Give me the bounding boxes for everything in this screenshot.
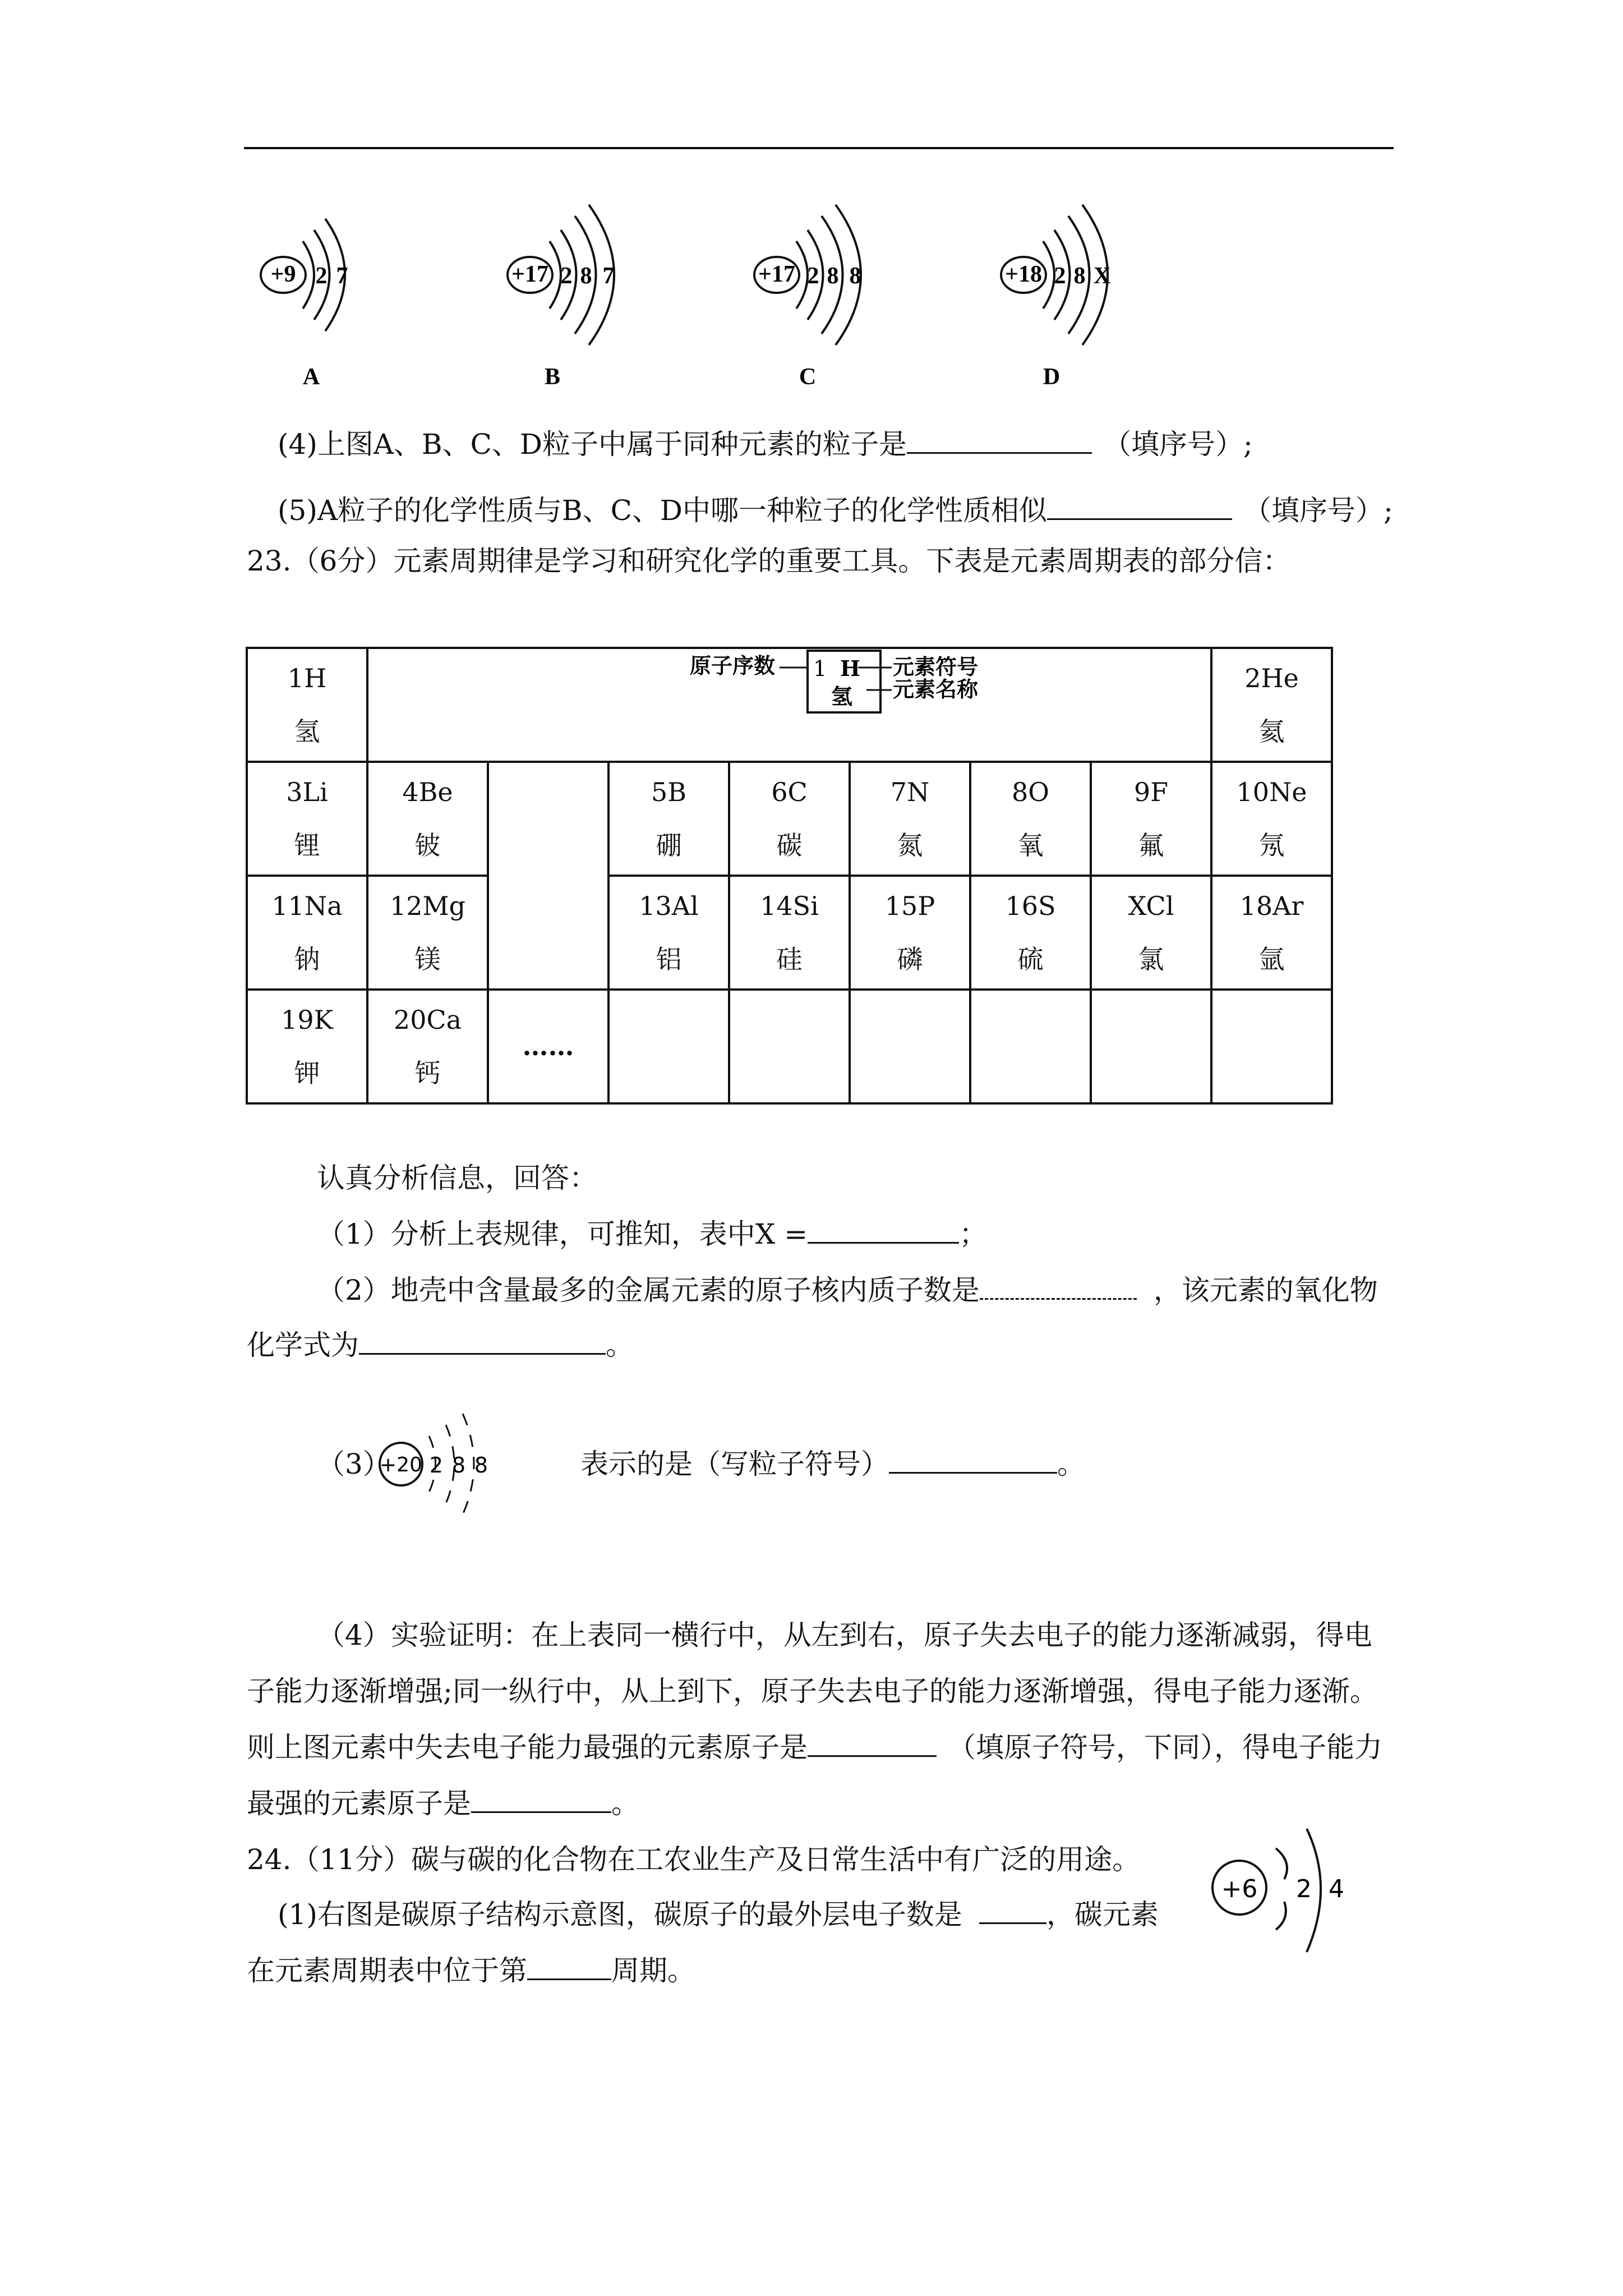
element-name: 硅 — [776, 944, 803, 974]
element-cell-h — [247, 648, 367, 762]
element-cell — [367, 762, 488, 876]
atom-diagram-c — [754, 205, 861, 390]
element-name: 碳 — [776, 830, 803, 861]
empty-cell — [1091, 990, 1211, 1103]
element-name: 铝 — [656, 944, 682, 974]
atom-b-nucleus: +17 — [511, 261, 548, 287]
q23-part2-suffix: ，该元素的氧化物 — [1153, 1274, 1378, 1306]
element-symbol: 8O — [1012, 776, 1049, 807]
element-cell — [1211, 876, 1332, 990]
element-name: 氧 — [1017, 830, 1044, 861]
atom-a-nucleus: +9 — [270, 261, 296, 287]
q22-part5-answer-blank[interactable] — [1047, 494, 1232, 520]
q24-title: 24.（11分）碳与碳的化合物在工农业生产及日常生活中有广泛的用途。 — [247, 1843, 1141, 1876]
element-symbol: 20Ca — [393, 1004, 462, 1035]
element-cell — [367, 990, 488, 1103]
q22-part4-text: (4)上图A、B、C、D粒子中属于同种元素的粒子是 — [278, 428, 907, 461]
element-name: 硫 — [1017, 944, 1044, 974]
q23-part4-line2: 子能力逐渐增强;同一纵行中，从上到下，原子失去电子的能力逐渐增强，得电子能力逐渐。 — [247, 1675, 1378, 1708]
q22-part5 — [278, 494, 1393, 527]
atom-a-shell-1: 2 — [315, 263, 328, 289]
empty-cell — [970, 990, 1091, 1103]
carbon-atom-svg — [1206, 1823, 1352, 1969]
element-cell — [608, 876, 729, 990]
element-name: 锂 — [294, 830, 320, 861]
element-cell — [247, 990, 367, 1103]
element-name: 硼 — [656, 830, 682, 861]
q23-part2-line2 — [247, 1328, 634, 1362]
element-symbol: 11Na — [271, 890, 343, 921]
element-cell — [850, 762, 970, 876]
atom-b-shell-2: 8 — [580, 263, 592, 289]
q24-part1-line2-suffix: 周期。 — [611, 1954, 695, 1987]
element-symbol: 2He — [1244, 662, 1299, 693]
atom-diagram-d — [1001, 205, 1110, 390]
atom-d-label: D — [1043, 364, 1061, 390]
element-name: 磷 — [897, 944, 923, 974]
q24-part1-suffix: ，碳元素 — [1046, 1898, 1159, 1931]
q23-part2 — [317, 1273, 1378, 1307]
carbon-shell-2: 4 — [1329, 1875, 1344, 1903]
element-cell — [367, 876, 488, 990]
element-name: 铍 — [414, 830, 441, 861]
q24-part1-text: (1)右图是碳原子结构示意图，碳原子的最外层电子数是 — [278, 1898, 962, 1931]
q23-title: 23.（6分）元素周期律是学习和研究化学的重要工具。下表是元素周期表的部分信： — [247, 545, 1291, 577]
calcium-shell-1: 2 — [429, 1453, 444, 1478]
element-name: 氮 — [897, 830, 923, 861]
element-symbol: 10Ne — [1236, 776, 1307, 807]
legend-symbol: H — [840, 656, 860, 681]
atom-d-shell-3: X — [1093, 263, 1111, 289]
element-cell — [729, 876, 850, 990]
element-cell — [729, 762, 850, 876]
ellipsis-cell — [488, 990, 608, 1103]
q23-part1-suffix: ； — [959, 1218, 988, 1250]
atom-b-shell-3: 7 — [602, 263, 615, 289]
q23-part4-line4-suffix: 。 — [611, 1787, 639, 1820]
atom-d-shell-2: 8 — [1073, 263, 1086, 289]
empty-cell — [488, 876, 608, 990]
q23-part2-answer-blank[interactable] — [980, 1273, 1137, 1300]
element-symbol: 1H — [287, 662, 327, 693]
element-symbol: 13Al — [639, 890, 699, 921]
q23-part1-answer-blank[interactable] — [808, 1217, 959, 1244]
element-cell — [1091, 876, 1211, 990]
q23-part3 — [580, 1447, 1085, 1481]
element-cell — [247, 762, 367, 876]
element-name: 镁 — [414, 944, 441, 974]
element-symbol: 6C — [771, 776, 808, 807]
q23-part4-strongest-loss-blank[interactable] — [808, 1731, 937, 1757]
atom-b-shell-1: 2 — [560, 263, 573, 289]
calcium-ion-diagram — [376, 1408, 522, 1520]
legend-number-label: 原子序数 — [690, 653, 776, 678]
q23-part2-end: 。 — [606, 1329, 634, 1361]
q23-part4-line3-suffix: （填原子符号，下同），得电子能力 — [948, 1731, 1382, 1764]
atom-a-label: A — [302, 364, 320, 390]
carbon-nucleus: +6 — [1221, 1875, 1258, 1903]
element-symbol: 9F — [1133, 776, 1169, 807]
element-symbol: XCl — [1128, 890, 1174, 921]
empty-cell — [850, 990, 970, 1103]
element-name: 氢 — [294, 716, 320, 747]
q23-part4-line4 — [247, 1787, 639, 1820]
atom-c-shell-2: 8 — [827, 263, 839, 289]
element-cell-he — [1211, 648, 1332, 762]
q23-intro: 认真分析信息，回答： — [317, 1162, 597, 1194]
calcium-nucleus: +20 — [380, 1453, 422, 1476]
atom-b-label: B — [544, 364, 561, 390]
q23-part4-line4-text: 最强的元素原子是 — [247, 1787, 471, 1820]
element-name: 氦 — [1258, 716, 1285, 747]
calcium-shell-2: 8 — [451, 1453, 466, 1478]
q23-part4-strongest-gain-blank[interactable] — [471, 1787, 611, 1813]
element-name: 钠 — [294, 944, 320, 974]
empty-cell — [1211, 990, 1332, 1103]
q24-part1-answer-blank[interactable] — [979, 1898, 1046, 1924]
element-name: 氟 — [1138, 830, 1164, 861]
calcium-shell-3: 8 — [474, 1453, 488, 1478]
q23-part3-text: 表示的是（写粒子符号） — [580, 1448, 889, 1480]
q23-part3-answer-blank[interactable] — [889, 1447, 1057, 1474]
table-row — [247, 876, 1332, 990]
q23-part2-text: （2）地壳中含量最多的金属元素的原子核内质子数是 — [317, 1274, 980, 1306]
header-rule — [244, 147, 1394, 149]
q22-part5-suffix: （填序号）; — [1243, 494, 1393, 527]
q23-part2-formula-blank[interactable] — [359, 1328, 606, 1355]
atom-d-shell-1: 2 — [1054, 263, 1066, 289]
q23-part1-text: （1）分析上表规律，可推知，表中X = — [317, 1218, 808, 1250]
element-symbol: 5B — [651, 776, 687, 807]
element-symbol: 3Li — [286, 776, 328, 807]
element-name: 钙 — [414, 1057, 441, 1088]
element-cell — [1211, 762, 1332, 876]
q23-part1 — [317, 1217, 987, 1251]
element-symbol: 19K — [281, 1004, 333, 1035]
element-symbol: 7N — [890, 776, 930, 807]
q23-part4-line1: （4）实验证明：在上表同一横行中，从左到右，原子失去电子的能力逐渐减弱，得电 — [317, 1619, 1372, 1651]
atom-c-nucleus: +17 — [758, 261, 795, 287]
element-cell — [1091, 762, 1211, 876]
legend-svg — [690, 645, 1004, 718]
q24-part1-line2-text: 在元素周期表中位于第 — [247, 1954, 527, 1987]
q22-part4-answer-blank[interactable] — [907, 427, 1092, 454]
legend-symbol-label: 元素符号 — [893, 654, 979, 679]
empty-cell — [729, 990, 850, 1103]
atom-diagram-b — [508, 205, 615, 390]
element-name: 钾 — [294, 1057, 320, 1088]
atom-c-shell-3: 8 — [849, 263, 861, 289]
legend-name-label: 元素名称 — [893, 677, 979, 702]
ellipsis-text: …… — [522, 1031, 574, 1061]
atom-c-shell-1: 2 — [807, 263, 819, 289]
q23-part4-line3-text: 则上图元素中失去电子能力最强的元素原子是 — [247, 1731, 808, 1764]
element-cell — [970, 762, 1091, 876]
atom-diagram-a — [261, 219, 348, 390]
q23-part3-prefix: （3） — [317, 1448, 391, 1480]
element-symbol: 4Be — [402, 776, 453, 807]
q22-part4-suffix: （填序号）; — [1103, 428, 1253, 461]
legend-name: 氢 — [831, 684, 853, 709]
q23-part2-line2-text: 化学式为 — [247, 1329, 359, 1361]
carbon-atom-diagram — [1206, 1823, 1352, 1969]
carbon-shell-1: 2 — [1296, 1875, 1312, 1903]
table-row — [247, 762, 1332, 876]
atom-a-shell-2: 7 — [336, 263, 348, 289]
atom-diagrams-svg — [250, 202, 1147, 398]
atom-d-nucleus: +18 — [1005, 261, 1042, 287]
empty-cell — [488, 762, 608, 876]
element-symbol: 14Si — [760, 890, 819, 921]
element-cell — [970, 876, 1091, 990]
element-symbol: 15P — [884, 890, 935, 921]
element-cell — [608, 762, 729, 876]
q24-part1-line2 — [247, 1954, 695, 1987]
element-cell — [247, 876, 367, 990]
q22-part5-text: (5)A粒子的化学性质与B、C、D中哪一种粒子的化学性质相似 — [278, 494, 1048, 527]
element-symbol: 16S — [1005, 890, 1056, 921]
q23-part4-line3 — [247, 1731, 1382, 1764]
table-legend — [690, 645, 1004, 718]
element-name: 氖 — [1258, 830, 1285, 861]
element-name: 氯 — [1138, 944, 1164, 974]
element-cell — [850, 876, 970, 990]
q22-part4 — [278, 427, 1253, 461]
empty-cell — [608, 990, 729, 1103]
calcium-ion-svg — [376, 1408, 522, 1520]
element-symbol: 12Mg — [389, 890, 466, 921]
q24-part1 — [278, 1898, 1159, 1931]
q23-part3-suffix: 。 — [1057, 1448, 1085, 1480]
legend-number: 1 — [813, 656, 827, 681]
q24-period-blank[interactable] — [527, 1954, 611, 1980]
element-name: 氩 — [1258, 944, 1285, 974]
atom-c-label: C — [799, 364, 817, 390]
atom-diagrams — [250, 202, 1147, 398]
table-row — [247, 990, 1332, 1103]
element-symbol: 18Ar — [1239, 890, 1304, 921]
